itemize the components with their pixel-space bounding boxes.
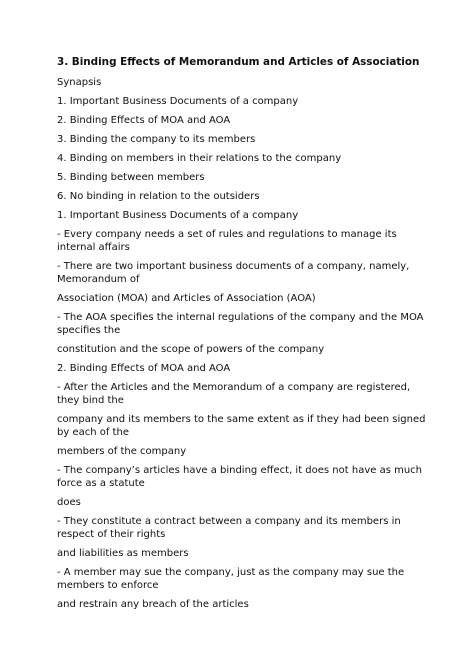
body-paragraph: - After the Articles and the Memorandum of a company are registered, they bind the	[57, 382, 411, 406]
body-paragraph: constitution and the scope of powers of the company	[57, 344, 325, 355]
body-paragraph: - The company’s articles have a binding effect, it does not have as much force as a statute	[57, 465, 423, 489]
body-paragraph: members of the company	[57, 446, 187, 457]
body-paragraph: and liabilities as members	[57, 548, 189, 559]
section-heading: 1. Important Business Documents of a company	[57, 210, 299, 221]
synapsis-item: 2. Binding Effects of MOA and AOA	[57, 115, 231, 126]
section-heading: 2. Binding Effects of MOA and AOA	[57, 363, 231, 374]
body-paragraph: does	[57, 497, 81, 508]
body-paragraph: - They constitute a contract between a company and its members in respect of their rights	[57, 516, 401, 540]
document-title: 3. Binding Effects of Memorandum and Articles of Association	[57, 56, 420, 68]
synapsis-item: 4. Binding on members in their relations to the company	[57, 153, 342, 164]
body-paragraph: company and its members to the same extent as if they had been signed by each of the	[57, 414, 426, 438]
body-paragraph: - There are two important business documents of a company, namely, Memorandum of	[57, 261, 410, 285]
synapsis-heading: Synapsis	[57, 77, 102, 88]
body-paragraph: and restrain any breach of the articles	[57, 599, 249, 610]
synapsis-item: 1. Important Business Documents of a company	[57, 96, 299, 107]
body-paragraph: - Every company needs a set of rules and regulations to manage its internal affairs	[57, 229, 397, 253]
synapsis-item: 6. No binding in relation to the outsiders	[57, 191, 260, 202]
document-body	[57, 55, 427, 617]
synapsis-item: 3. Binding the company to its members	[57, 134, 256, 145]
body-paragraph: - A member may sue the company, just as the company may sue the members to enforce	[57, 567, 405, 591]
body-paragraph: Association (MOA) and Articles of Association (AOA)	[57, 293, 316, 304]
body-paragraph: - The AOA specifies the internal regulations of the company and the MOA specifies the	[57, 312, 424, 336]
synapsis-item: 5. Binding between members	[57, 172, 205, 183]
